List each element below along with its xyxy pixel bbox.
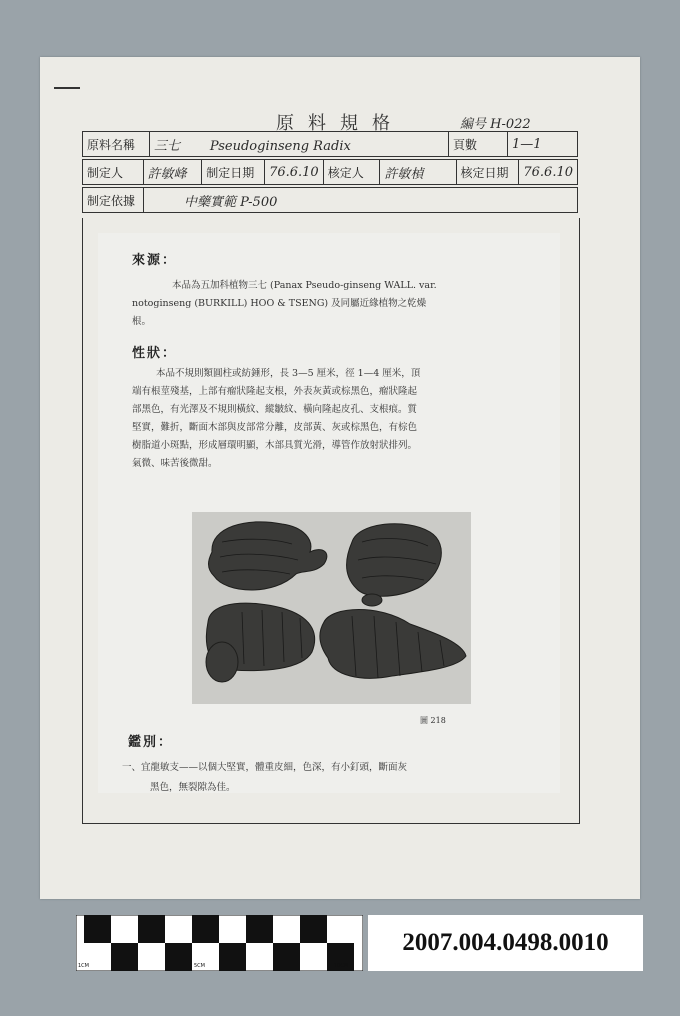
properties-line-6: 氣微、味苦後微甜。 <box>132 458 218 469</box>
source-heading: 來源： <box>132 253 178 268</box>
figure-caption: 圖 218 <box>420 716 446 725</box>
form-row-material <box>83 132 578 157</box>
page-label: 頁數 <box>449 132 508 157</box>
properties-line-5: 樹脂道小斑點，形成層環明顯，木部具質光滑，導管作放射狀排列。 <box>132 440 418 451</box>
catalog-number: 2007.004.0498.0010 <box>402 929 609 956</box>
basis-value: 中藥實範 P-500 <box>144 188 578 213</box>
properties-line-4: 堅實，難折，斷面木部與皮部常分離，皮部黃、灰或棕黑色，有棕色 <box>132 422 418 433</box>
checker-value: 許敏楨 <box>380 160 456 185</box>
identification-item-1-cont: 黑色，無裂隙為佳。 <box>150 782 236 793</box>
pencil-mark <box>54 87 80 89</box>
basis-label: 制定依據 <box>83 188 144 213</box>
catalog-number-label <box>368 915 643 971</box>
serial-number: 編号 H-022 <box>460 117 531 132</box>
properties-heading: 性狀： <box>132 346 178 361</box>
page-value: 1—1 <box>508 132 578 157</box>
document-title: 原料規格 <box>276 113 404 134</box>
form-row-basis <box>83 188 578 213</box>
properties-line-1: 本品不規則類圓柱或紡錘形，長 3—5 厘米，徑 1—4 厘米，頂 <box>156 368 421 379</box>
root-specimen-illustration <box>192 512 471 704</box>
identification-item-1: 一、宜龍敏支——以個大堅實，體重皮細，色深，有小釘頭，斷面灰 <box>122 762 408 773</box>
checker-ruler-graphic <box>76 915 363 971</box>
checker-label: 核定人 <box>323 160 380 185</box>
identification-heading: 鑑別： <box>128 735 174 750</box>
maker-label: 制定人 <box>83 160 144 185</box>
check-date-value: 76.6.10 <box>519 160 578 185</box>
ruler-label-5cm: 5CM <box>194 963 205 969</box>
check-date-label: 核定日期 <box>456 160 519 185</box>
source-line-1: 本品為五加科植物三七 (Panax Pseudo-ginseng WALL. var. <box>172 280 437 291</box>
properties-line-2: 端有根莖殘基，上部有瘤狀隆起支根，外表灰黃或棕黑色，瘤狀隆起 <box>132 386 418 397</box>
scale-ruler <box>76 915 363 971</box>
material-chinese: 三七 <box>154 138 181 154</box>
spec-form-table <box>82 131 578 157</box>
form-row-people <box>83 160 578 185</box>
source-line-3: 根。 <box>132 316 152 327</box>
material-label: 原料名稱 <box>83 132 150 157</box>
latin-name: Pseudoginseng Radix <box>209 138 351 154</box>
material-value <box>150 132 449 157</box>
ruler-label-10cm: 10CM <box>334 963 349 969</box>
make-date-value: 76.6.10 <box>265 160 324 185</box>
maker-value: 許敏峰 <box>143 160 202 185</box>
document-sheet <box>40 57 640 899</box>
source-line-2: notoginseng (BURKILL) HOO & TSENG) 及同屬近緣植物之乾燥 <box>132 298 427 309</box>
root-specimen-photo <box>192 512 471 704</box>
spec-form-table-2 <box>82 159 578 185</box>
make-date-label: 制定日期 <box>202 160 265 185</box>
ruler-label-1cm: 1CM <box>78 963 89 969</box>
properties-line-3: 部黑色，有光澤及不規則橫紋、縱皺紋、橫向隆起皮孔、支根痕。質 <box>132 404 418 415</box>
spec-form-table-3 <box>82 187 578 213</box>
